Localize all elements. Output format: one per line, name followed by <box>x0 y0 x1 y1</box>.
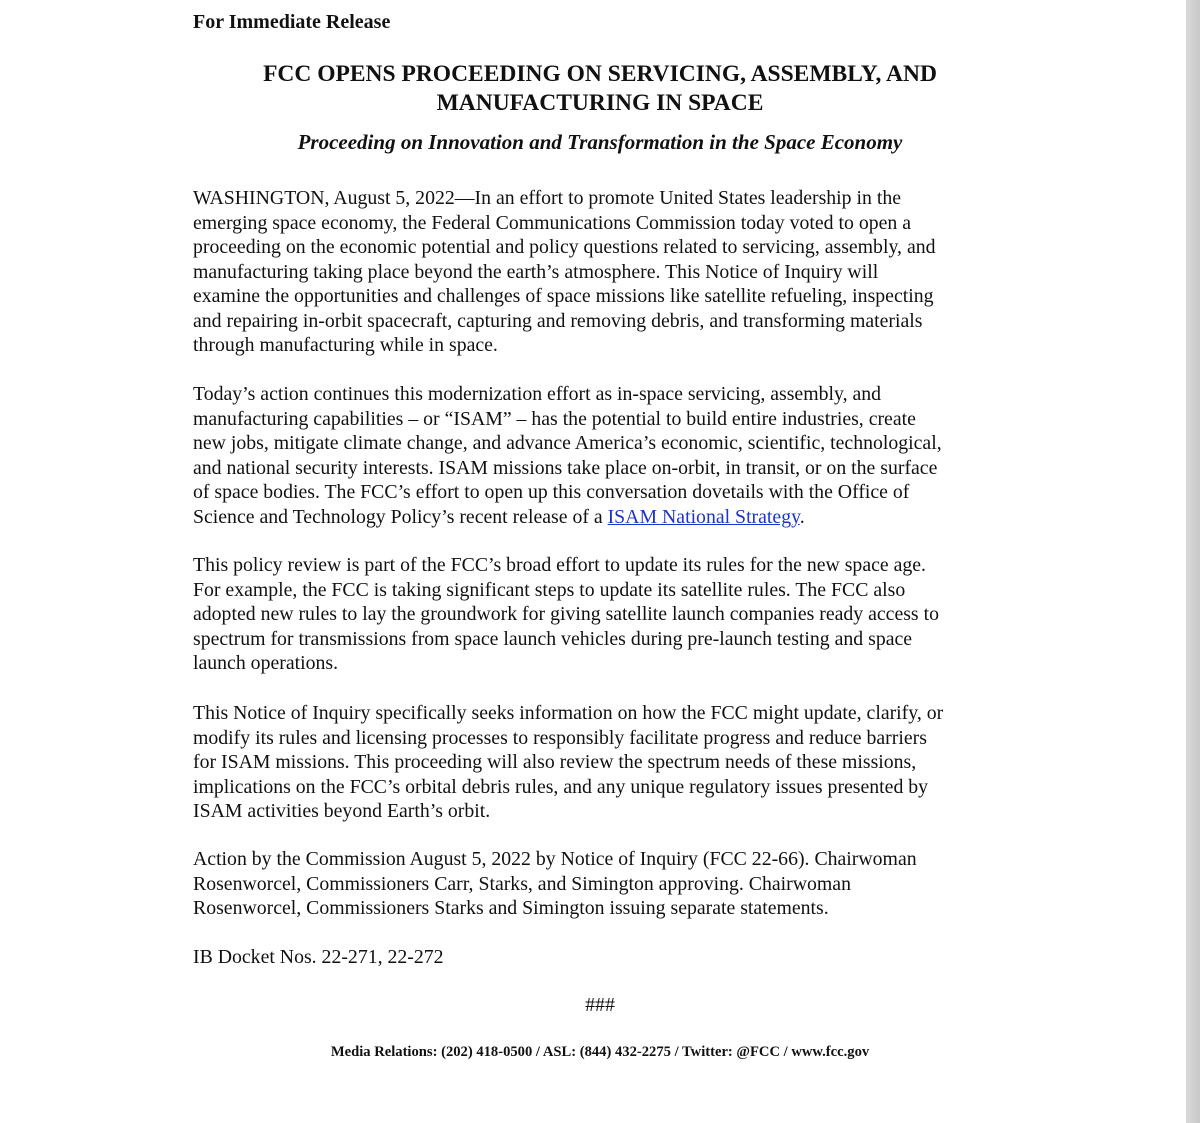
text-line-end: . <box>799 505 805 528</box>
text-line: new jobs, mitigate climate change, and advance America’s economic, scientific, technological, <box>193 432 942 454</box>
text-line: This Notice of Inquiry specifically seeks information on how the FCC might update, clarify, or <box>193 702 944 724</box>
media-relations-footer: Media Relations: (202) 418-0500 / ASL: (844) 432-2275 / Twitter: @FCC / www.fcc.gov <box>330 1044 870 1060</box>
text-line: ISAM activities beyond Earth’s orbit. <box>193 800 491 822</box>
text-line: proceeding on the economic potential and policy questions related to servicing, assembly, and <box>193 236 936 258</box>
text-line: launch operations. <box>193 652 339 674</box>
text-line: emerging space economy, the Federal Communications Commission today voted to open a <box>193 211 912 234</box>
text-line: for ISAM missions. This proceeding will also review the spectrum needs of these missions, <box>193 751 917 773</box>
headline <box>193 60 1007 118</box>
text-line: spectrum for transmissions from space launch vehicles during pre-launch testing and space <box>193 627 913 650</box>
text-line: modify its rules and licensing processes to responsibly facilitate progress and reduce barriers <box>193 726 927 749</box>
headline-line-1: FCC OPENS PROCEEDING ON SERVICING, ASSEMBLY, AND <box>263 61 937 87</box>
press-release-page <box>193 0 1013 1123</box>
headline-line-2: MANUFACTURING IN SPACE <box>436 90 764 116</box>
release-label: For Immediate Release <box>193 11 391 33</box>
text-line: through manufacturing while in space. <box>193 334 498 356</box>
text-line: Rosenworcel, Commissioners Carr, Starks, and Simington approving. Chairwoman <box>193 872 851 895</box>
text-line: manufacturing capabilities – or “ISAM” – has the potential to build entire industries, create <box>193 407 916 430</box>
paragraph-notice-of-inquiry <box>193 701 1023 824</box>
text-line: examine the opportunities and challenges of space missions like satellite refueling, inspecting <box>193 285 934 307</box>
text-line: of space bodies. The FCC’s effort to open up this conversation dovetails with the Office of <box>193 481 910 503</box>
text-line: implications on the FCC’s orbital debris rules, and any unique regulatory issues presented by <box>193 775 929 798</box>
subheadline: Proceeding on Innovation and Transformation in the Space Economy <box>297 130 903 154</box>
text-line: manufacturing taking place beyond the earth’s atmosphere. This Notice of Inquiry will <box>193 260 879 283</box>
text-line: Science and Technology Policy’s recent release of a <box>193 505 608 528</box>
isam-national-strategy-link[interactable]: ISAM National Strategy <box>607 505 800 528</box>
text-line: This policy review is part of the FCC’s broad effort to update its rules for the new space age. <box>193 554 926 576</box>
text-line: Rosenworcel, Commissioners Starks and Simington issuing separate statements. <box>193 897 829 919</box>
paragraph-policy-review <box>193 553 1023 676</box>
end-mark: ### <box>585 994 615 1016</box>
paragraph-commission-action <box>193 847 1023 921</box>
page-edge-strip <box>1186 0 1200 1123</box>
text-line: Today’s action continues this modernization effort as in-space servicing, assembly, and <box>193 383 882 405</box>
text-line: adopted new rules to lay the groundwork for giving satellite launch companies ready access to <box>193 603 939 625</box>
text-line: Action by the Commission August 5, 2022 by Notice of Inquiry (FCC 22-66). Chairwoman <box>193 848 917 870</box>
text-line: WASHINGTON, August 5, 2022—In an effort to promote United States leadership in the <box>193 187 901 209</box>
text-line: For example, the FCC is taking significant steps to update its satellite rules. The FCC also <box>193 578 906 601</box>
paragraph-isam <box>193 382 1023 529</box>
text-line: and national security interests. ISAM missions take place on-orbit, in transit, or on the surface <box>193 456 938 479</box>
docket-numbers: IB Docket Nos. 22-271, 22-272 <box>193 946 444 968</box>
text-line: and repairing in-orbit spacecraft, capturing and removing debris, and transforming materials <box>193 309 923 332</box>
paragraph-intro <box>193 186 1023 358</box>
